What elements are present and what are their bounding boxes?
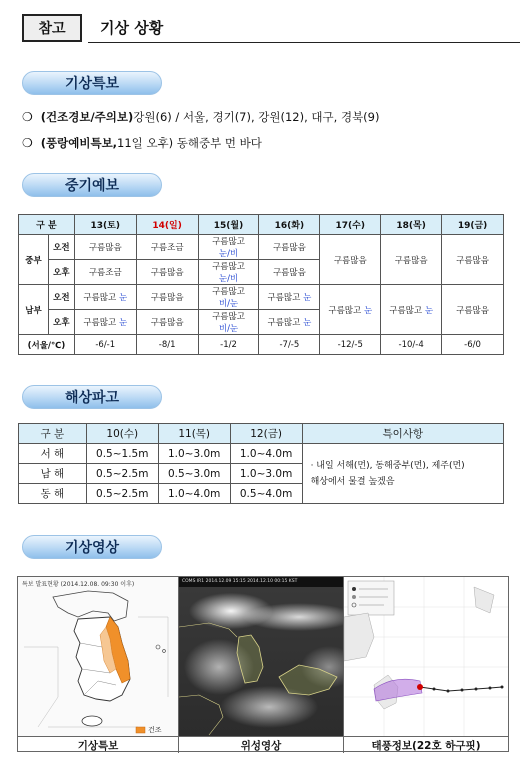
- bullet-text: 강원(6) / 서울, 경기(7), 강원(12), 대구, 경북(9): [133, 110, 380, 124]
- day-header: 18(목): [381, 215, 442, 235]
- forecast-cell: 구름많음: [136, 260, 198, 285]
- forecast-text: 구름많고: [83, 318, 117, 328]
- region-label: 중부: [19, 235, 49, 285]
- period-label: 오후: [48, 310, 74, 335]
- ring-bullet-icon: ❍: [22, 110, 33, 124]
- forecast-cell: [198, 310, 259, 335]
- day-header: 16(화): [259, 215, 320, 235]
- header-underline: [88, 42, 520, 43]
- korea-map-graphic: [18, 577, 179, 736]
- wave-cell: 0.5~4.0m: [230, 484, 302, 504]
- precip-text: 눈: [303, 318, 312, 328]
- wave-cell: 0.5~3.0m: [158, 464, 230, 484]
- map-title: 특보 발표현황 (2014.12.08. 09:30 이후): [22, 581, 135, 588]
- table-row: [19, 444, 504, 464]
- day-header: 11(목): [158, 424, 230, 444]
- bullet-item: [22, 104, 379, 130]
- precip-text: 눈: [363, 305, 373, 316]
- forecast-cell: [198, 285, 259, 310]
- wave-height-table: [18, 423, 504, 504]
- forecast-text: 구름많고: [212, 237, 245, 247]
- forecast-cell: [320, 285, 381, 335]
- satellite-timestamp: COMS IR1 2014.12.09 15:15 2014.12.10 00:15 KST: [179, 577, 343, 587]
- day-header: 15(월): [198, 215, 259, 235]
- day-header: 12(금): [230, 424, 302, 444]
- special-bullets: [22, 104, 379, 156]
- table-corner: 구 분: [19, 215, 75, 235]
- forecast-cell: 구름많음: [136, 285, 198, 310]
- note-line: 해상에서 물결 높겠음: [310, 476, 395, 487]
- precip-text: 눈/비: [218, 249, 239, 259]
- section-title-images: 기상영상: [22, 535, 162, 559]
- wave-cell: 0.5~2.5m: [86, 464, 158, 484]
- wave-cell: 0.5~2.5m: [86, 484, 158, 504]
- forecast-cell: [381, 285, 442, 335]
- forecast-text: 구름많고: [267, 318, 301, 328]
- day-header-sunday: 14(일): [136, 215, 198, 235]
- forecast-cell: 구름조금: [136, 235, 198, 260]
- period-label: 오전: [48, 285, 74, 310]
- reference-box: 참고: [22, 14, 82, 42]
- temp-cell: -10/-4: [381, 335, 442, 355]
- table-header-row: [19, 215, 504, 235]
- forecast-cell: [198, 235, 259, 260]
- bullet-bold: (풍랑예비특보,: [40, 136, 118, 150]
- forecast-text: 구름많고: [267, 293, 301, 303]
- forecast-text: 구름많고: [328, 305, 362, 316]
- warning-map-panel: [18, 577, 179, 736]
- precip-text: 눈: [118, 293, 128, 303]
- temp-cell: -6/-1: [74, 335, 136, 355]
- precip-text: 비/눈: [218, 299, 239, 309]
- wave-cell: 0.5~1.5m: [86, 444, 158, 464]
- table-corner: 구 분: [19, 424, 87, 444]
- wave-cell: 1.0~3.0m: [230, 464, 302, 484]
- section-title-waves: 해상파고: [22, 385, 162, 409]
- midterm-forecast-table: [18, 214, 504, 355]
- forecast-text: 구름많고: [212, 287, 245, 297]
- section-title-midterm: 중기예보: [22, 173, 162, 197]
- forecast-cell: [74, 310, 136, 335]
- bullet-item: [22, 130, 379, 156]
- sea-region: 남 해: [19, 464, 87, 484]
- caption-warnings: 기상특보: [18, 736, 179, 753]
- temp-cell: -8/1: [136, 335, 198, 355]
- period-label: 오후: [48, 260, 74, 285]
- wave-cell: 1.0~4.0m: [230, 444, 302, 464]
- satellite-coastline-graphic: [179, 577, 344, 736]
- precip-text: 눈: [303, 293, 312, 303]
- temp-cell: -6/0: [442, 335, 504, 355]
- note-header: 특이사항: [302, 424, 503, 444]
- forecast-cell: 구름많음: [136, 310, 198, 335]
- bullet-text: 11일 오후) 동해중부 먼 바다: [117, 136, 262, 150]
- caption-satellite: 위성영상: [179, 736, 344, 753]
- day-header: 17(수): [320, 215, 381, 235]
- table-row: [19, 235, 504, 260]
- region-label: 남부: [19, 285, 49, 335]
- forecast-cell: 구름많음: [320, 235, 381, 285]
- forecast-cell: 구름많음: [442, 235, 504, 285]
- forecast-cell: [259, 285, 320, 310]
- weather-images: [17, 576, 509, 752]
- forecast-cell: 구름많음: [442, 285, 504, 335]
- forecast-cell: 구름많음: [381, 235, 442, 285]
- day-header: 19(금): [442, 215, 504, 235]
- wave-cell: 1.0~3.0m: [158, 444, 230, 464]
- precip-text: 눈: [424, 305, 434, 316]
- forecast-cell: 구름많음: [74, 235, 136, 260]
- special-note: [302, 444, 503, 504]
- temp-cell: -1/2: [198, 335, 259, 355]
- table-row: [19, 285, 504, 310]
- forecast-text: 구름많고: [83, 293, 117, 303]
- sea-region: 동 해: [19, 484, 87, 504]
- forecast-cell: [259, 310, 320, 335]
- forecast-text: 구름많고: [212, 262, 245, 272]
- period-label: 오전: [48, 235, 74, 260]
- forecast-text: 구름많고: [212, 312, 245, 322]
- document-header: [22, 14, 520, 48]
- forecast-cell: [198, 260, 259, 285]
- wave-cell: 1.0~4.0m: [158, 484, 230, 504]
- forecast-cell: 구름조금: [74, 260, 136, 285]
- sea-region: 서 해: [19, 444, 87, 464]
- precip-text: 눈/비: [218, 274, 239, 284]
- precip-text: 비/눈: [218, 324, 239, 334]
- forecast-text: 구름많고: [389, 305, 423, 316]
- section-title-special-weather: 기상특보: [22, 71, 162, 95]
- typhoon-panel: [344, 577, 508, 736]
- typhoon-track-graphic: [344, 577, 508, 736]
- temperature-row: [19, 335, 504, 355]
- bullet-bold: (건조경보/주의보): [40, 110, 134, 124]
- precip-text: 눈: [118, 318, 128, 328]
- temperature-label: (서울/℃): [19, 335, 75, 355]
- ring-bullet-icon: ❍: [22, 136, 33, 150]
- temp-cell: -12/-5: [320, 335, 381, 355]
- day-header: 13(토): [74, 215, 136, 235]
- page-title: 기상 상황: [100, 19, 164, 37]
- map-legend-label: 건조: [148, 726, 162, 734]
- forecast-cell: [74, 285, 136, 310]
- forecast-cell: 구름많음: [259, 235, 320, 260]
- table-header-row: [19, 424, 504, 444]
- day-header: 10(수): [86, 424, 158, 444]
- satellite-panel: [179, 577, 344, 736]
- caption-typhoon: 태풍정보(22호 하구핏): [344, 736, 508, 753]
- forecast-cell: 구름많음: [259, 260, 320, 285]
- temp-cell: -7/-5: [259, 335, 320, 355]
- note-line: · 내일 서해(먼), 동해중부(먼), 제주(먼): [310, 460, 465, 471]
